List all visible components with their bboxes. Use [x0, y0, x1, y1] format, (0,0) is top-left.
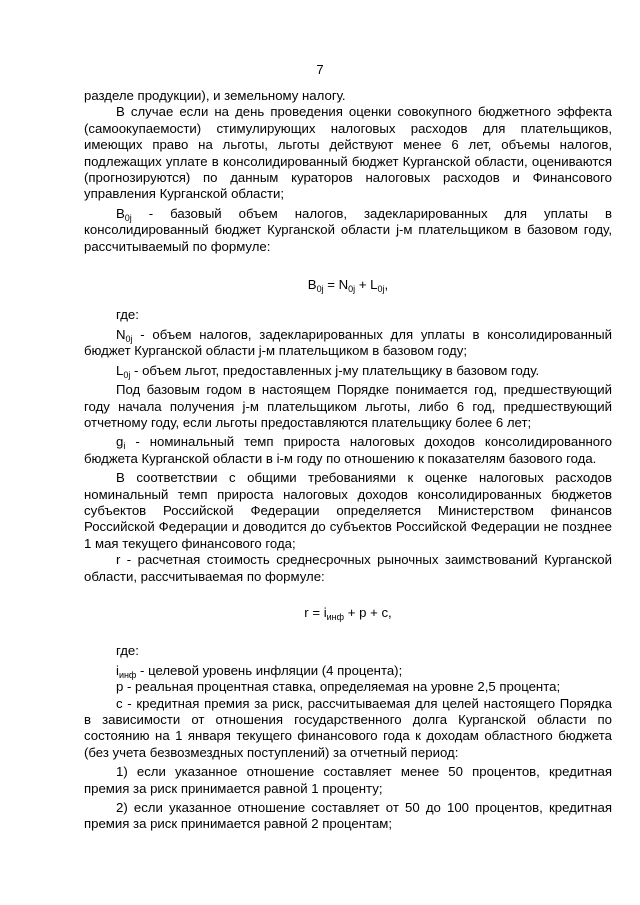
formula-b0j: $B_{0j} = N_{0j} + L_{0j}$, [307, 277, 389, 295]
where-label: где: [116, 307, 139, 323]
page-number: 7 [316, 62, 324, 77]
paragraph: p - реальная процентная ставка, определяемая на уровне 2,5 процента; [116, 679, 561, 695]
paragraph: 2) если указанное отношение составляет от 50 до 100 процентов, кредитная премия за риск принимается равной 2 процентам; [84, 800, 612, 832]
paragraph: В соответствии с общими требованиями к оценке налоговых расходов номинальный темп прироста налоговых доходов консолидированных бюджетов субъектов Российской Федерации определяется Министерством финансов Российской Федерации и доводится до субъектов Российской Федерации не позднее 1 мая текущего финансового года; [84, 470, 612, 551]
paragraph-iinf: $i_{инф}$ - целевой уровень инфляции (4 процента); [116, 662, 403, 680]
paragraph-n0j: $N_{0j}$ - объем налогов, задекларированных для уплаты в консолидированный бюджет Курганской области j-м плательщиком в базовом году; [84, 326, 612, 359]
paragraph: c - кредитная премия за риск, рассчитываемая для целей настоящего Порядка в зависимости от отношения государственного долга Курганской области по состоянию на 1 января текущего финансового года к доходам областного бюджета (без учета безвозмездных поступлений) за отчетный период: [84, 695, 612, 760]
where-label: где: [116, 643, 139, 659]
paragraph-gi: $g_i$ - номинальный темп прироста налоговых доходов консолидированного бюджета Курганской области в i-м году по отношению к показателям базового года. [84, 434, 612, 466]
paragraph: разделе продукции), и земельному налогу. [84, 88, 346, 103]
paragraph: 1) если указанное отношение составляет менее 50 процентов, кредитная премия за риск принимается равной 1 проценту; [84, 764, 612, 796]
paragraph-r: r - расчетная стоимость среднесрочных рыночных заимствований Курганской области, рассчитываемая по формуле: [84, 552, 612, 584]
document-body [84, 88, 612, 833]
paragraph: Под базовым годом в настоящем Порядке понимается год, предшествующий году начала получения j-м плательщиком льготы, либо 6 год, предшествующий отчетному году, если льготы предоставляются плательщику более 6 лет; [84, 382, 612, 430]
formula-r: $r = i_{инф} + p + c$, [304, 604, 392, 622]
paragraph-b0j: $B_{0j}$ - базовый объем налогов, задекларированных для уплаты в консолидированный бюджет Курганской области j-м плательщиком в базовом году, рассчитываемый по формуле: [84, 205, 612, 254]
paragraph: В случае если на день проведения оценки совокупного бюджетного эффекта (самоокупаемости) стимулирующих налоговых расходов для плательщиков, имеющих право на льготы, льготы действуют менее 6 лет, объемы налогов, подлежащих уплате в консолидированный бюджет Курганской области, оцениваются (прогнозируются) по данным кураторов налоговых расходов и Финансового управления Курганской области; [84, 104, 612, 202]
paragraph-l0j: $L_{0j}$ - объем льгот, предоставленных j-му плательщику в базовом году. [116, 362, 540, 380]
